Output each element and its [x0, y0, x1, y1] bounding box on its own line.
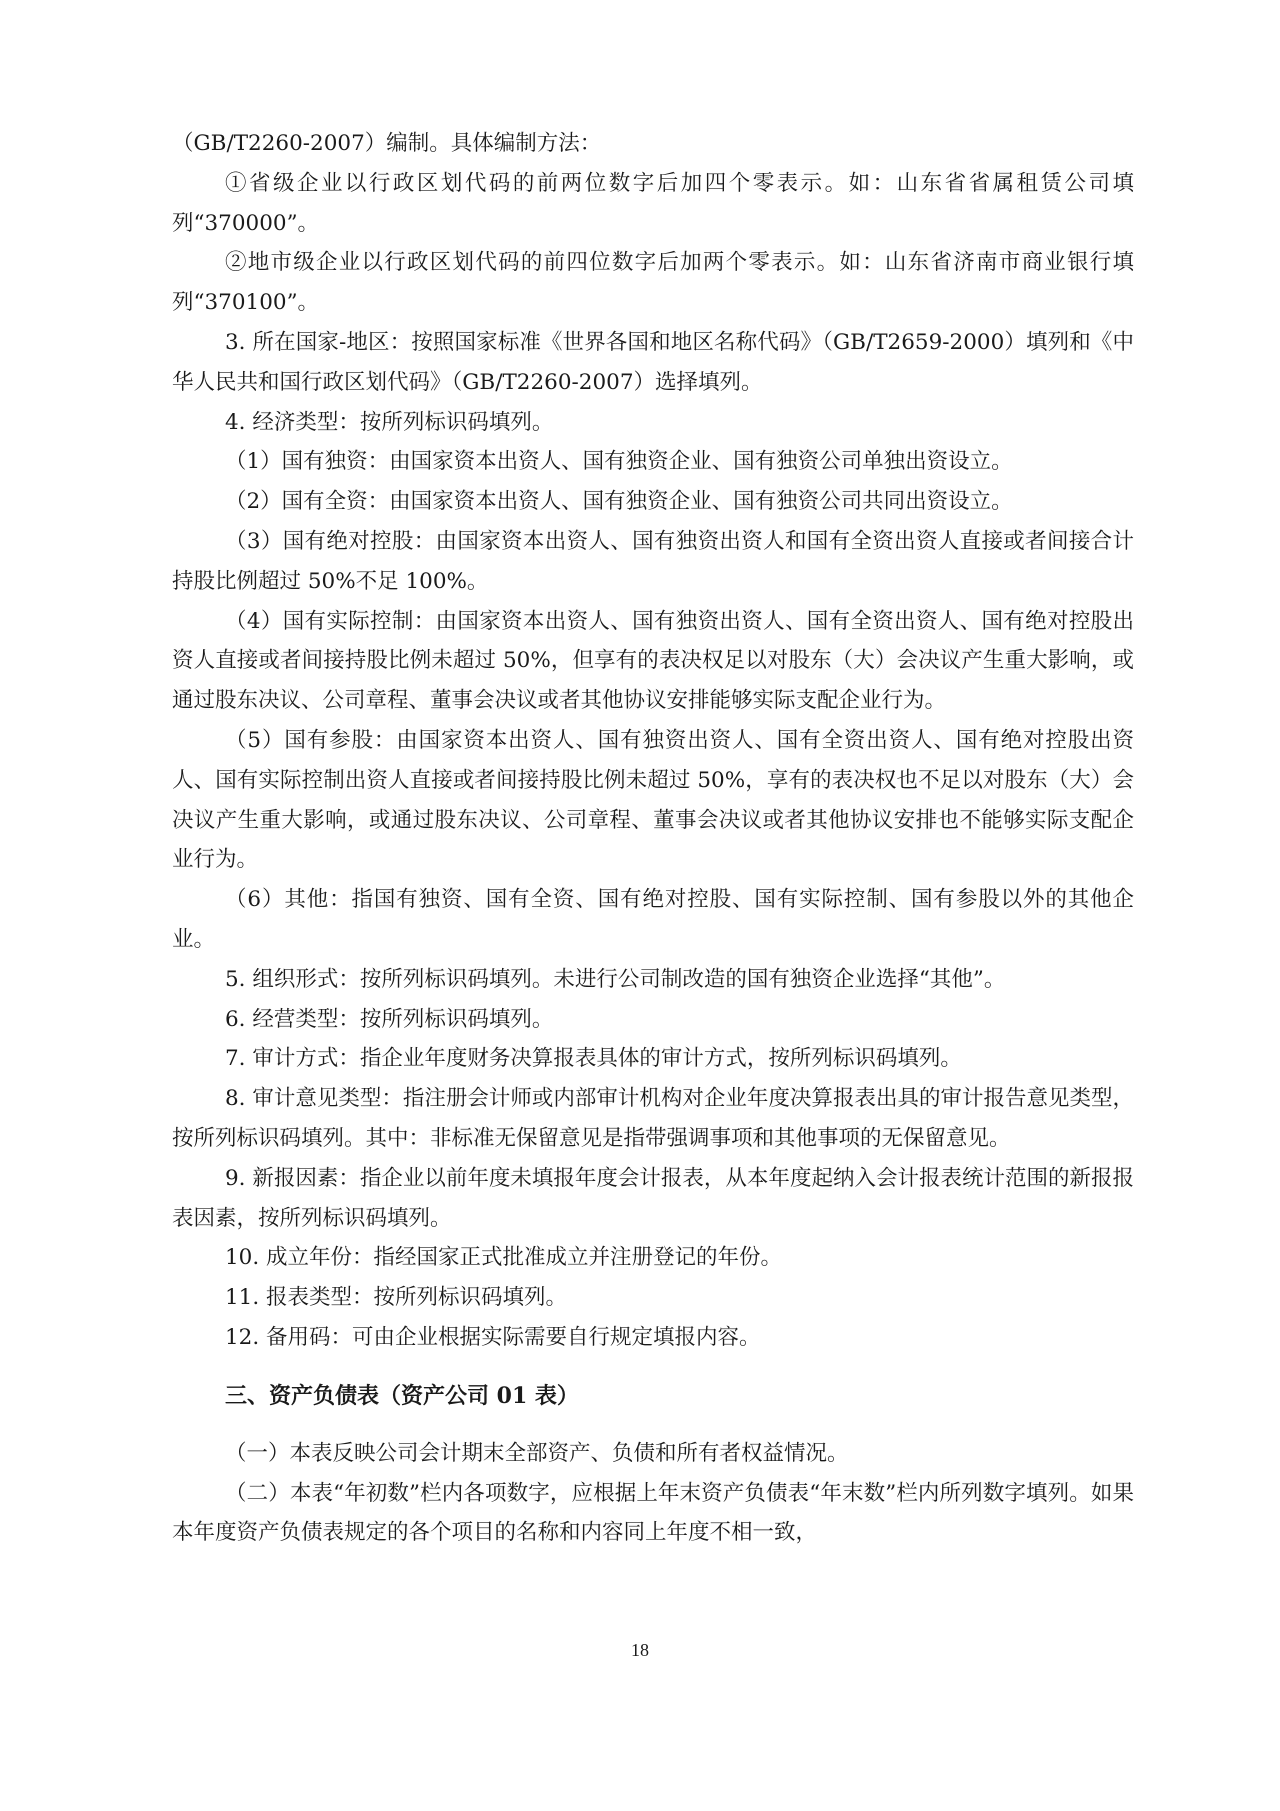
section-heading: 三、资产负债表（资产公司 01 表） — [225, 1382, 579, 1409]
paragraph-p18: 11. 报表类型：按所列标识码填列。 — [225, 1285, 568, 1311]
paragraph-p06: （1）国有独资：由国家资本出资人、国有独资企业、国有独资公司单独出资设立。 — [225, 449, 1013, 475]
paragraph-p17: 10. 成立年份：指经国家正式批准成立并注册登记的年份。 — [225, 1245, 783, 1271]
paragraph-p11: （6）其他：指国有独资、国有全资、国有绝对控股、国有实际控制、国有参股以外的其他企业。 — [172, 887, 1134, 952]
paragraph-p13: 6. 经营类型：按所列标识码填列。 — [225, 1006, 554, 1032]
paragraph-p03: ②地市级企业以行政区划代码的前四位数字后加两个零表示。如：山东省济南市商业银行填列“370100”。 — [172, 250, 1134, 316]
paragraph-p19: 12. 备用码：可由企业根据实际需要自行规定填报内容。 — [225, 1324, 761, 1350]
section-paragraph-s02: （二）本表“年初数”栏内各项数字，应根据上年末资产负债表“年末数”栏内所列数字填列。如果本年度资产负债表规定的各个项目的名称和内容同上年度不相一致， — [172, 1480, 1134, 1546]
paragraph-p02: ①省级企业以行政区划代码的前两位数字后加四个零表示。如：山东省省属租赁公司填列“370000”。 — [172, 170, 1134, 236]
paragraph-p15: 8. 审计意见类型：指注册会计师或内部审计机构对企业年度决算报表出具的审计报告意见类型，按所列标识码填列。其中：非标准无保留意见是指带强调事项和其他事项的无保留意见。 — [172, 1086, 1134, 1151]
paragraph-p16: 9. 新报因素：指企业以前年度未填报年度会计报表，从本年度起纳入会计报表统计范围的新报报表因素，按所列标识码填列。 — [172, 1165, 1134, 1231]
paragraph-p05: 4. 经济类型：按所列标识码填列。 — [225, 409, 554, 435]
paragraph-p08: （3）国有绝对控股：由国家资本出资人、国有独资出资人和国有全资出资人直接或者间接合计持股比例超过 50%不足 100%。 — [172, 528, 1134, 594]
paragraph-p09: （4）国有实际控制：由国家资本出资人、国有独资出资人、国有全资出资人、国有绝对控股出资人直接或者间接持股比例未超过 50%，但享有的表决权足以对股东（大）会决议产生重大影响，或通过股东决议、公司章程、董事会决议或者其他协议安排能够实际支配企业行为。 — [172, 608, 1134, 714]
paragraph-p04: 3. 所在国家-地区：按照国家标准《世界各国和地区名称代码》（GB/T2659-2000）填列和《中华人民共和国行政区划代码》（GB/T2260-2007）选择填列。 — [172, 329, 1134, 395]
section-paragraph-s01: （一）本表反映公司会计期末全部资产、负债和所有者权益情况。 — [225, 1440, 849, 1466]
paragraph-p14: 7. 审计方式：指企业年度财务决算报表具体的审计方式，按所列标识码填列。 — [225, 1046, 962, 1072]
paragraph-p07: （2）国有全资：由国家资本出资人、国有独资企业、国有独资公司共同出资设立。 — [225, 489, 1013, 515]
paragraph-p01: （GB/T2260-2007）编制。具体编制方法： — [172, 131, 602, 156]
page-number: 18 — [631, 1640, 649, 1660]
paragraph-p12: 5. 组织形式：按所列标识码填列。未进行公司制改造的国有独资企业选择“其他”。 — [225, 966, 1006, 992]
document-body — [172, 124, 1134, 1553]
paragraph-p10: （5）国有参股：由国家资本出资人、国有独资出资人、国有全资出资人、国有绝对控股出资人、国有实际控制出资人直接或者间接持股比例未超过 50%，享有的表决权也不足以对股东（大）会决议产生重大影响，或通过股东决议、公司章程、董事会决议或者其他协议安排也不能够实际支配企业行为。 — [172, 727, 1134, 873]
